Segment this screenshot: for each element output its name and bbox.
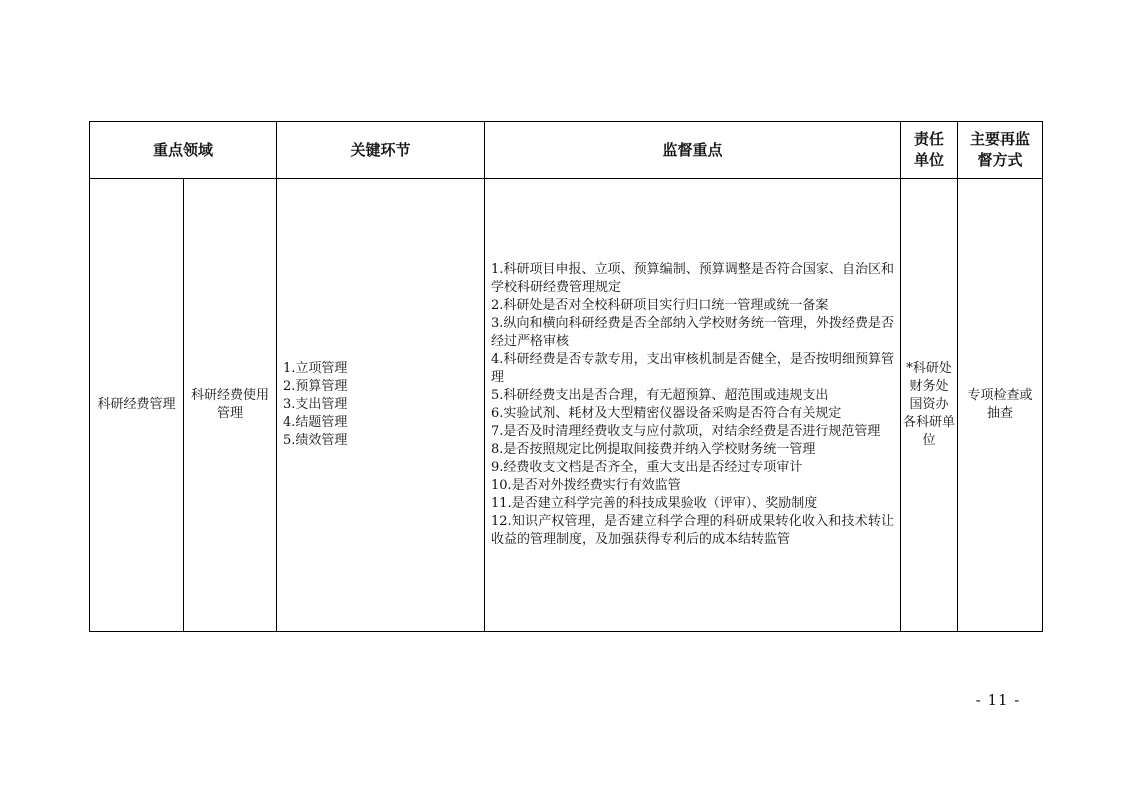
focus-item: 10.是否对外拨经费实行有效监管 (491, 478, 681, 493)
cell-method: 专项检查或抽查 (958, 179, 1043, 632)
list-item: 1.立项管理 (283, 361, 348, 376)
header-key-link: 关键环节 (277, 122, 485, 179)
list-item: 2.预算管理 (283, 379, 348, 394)
list-item: 5.绩效管理 (283, 433, 348, 448)
header-key-area: 重点领域 (90, 122, 277, 179)
header-responsible-line: 单位 (914, 151, 945, 169)
table-row (90, 179, 1043, 632)
header-method-line: 主要再监 (970, 130, 1031, 148)
cell-key-links (277, 179, 485, 632)
cell-area-main: 科研经费管理 (90, 179, 184, 632)
focus-item: 1.科研项目申报、立项、预算编制、预算调整是否符合国家、自治区和学校科研经费管理规定 (491, 262, 895, 295)
header-responsible (901, 122, 958, 179)
cell-focus (485, 179, 901, 632)
focus-item: 2.科研处是否对全校科研项目实行归口统一管理或统一备案 (491, 298, 829, 313)
focus-item: 11.是否建立科学完善的科技成果验收（评审）、奖励制度 (491, 496, 818, 511)
focus-item: 8.是否按照规定比例提取间接费并纳入学校财务统一管理 (491, 442, 816, 457)
header-method (958, 122, 1043, 179)
supervision-table (89, 121, 1043, 632)
focus-item: 5.科研经费支出是否合理，有无超预算、超范围或违规支出 (491, 388, 829, 403)
list-item: 4.结题管理 (283, 415, 348, 430)
focus-item: 7.是否及时清理经费收支与应付款项，对结余经费是否进行规范管理 (491, 424, 881, 439)
cell-area-sub: 科研经费使用管理 (184, 179, 277, 632)
responsible-unit: 财务处 (909, 379, 949, 394)
table-header-row (90, 122, 1043, 179)
focus-item: 4.科研经费是否专款专用，支出审核机制是否健全，是否按明细预算管理 (491, 352, 895, 385)
responsible-unit: 国资办 (909, 397, 949, 412)
focus-item: 6.实验试剂、耗材及大型精密仪器设备采购是否符合有关规定 (491, 406, 842, 421)
focus-item: 12.知识产权管理，是否建立科学合理的科研成果转化收入和技术转让收益的管理制度，及加强获得专利后的成本结转监管 (491, 514, 895, 547)
list-item: 3.支出管理 (283, 397, 348, 412)
responsible-unit: *科研处 (906, 361, 952, 376)
focus-item: 3.纵向和横向科研经费是否全部纳入学校财务统一管理，外拨经费是否经过严格审核 (491, 316, 895, 349)
header-method-line: 督方式 (977, 151, 1023, 169)
header-responsible-line: 责任 (914, 130, 945, 148)
cell-responsible (901, 179, 958, 632)
focus-item: 9.经费收支文档是否齐全，重大支出是否经过专项审计 (491, 460, 803, 475)
page-number: - 11 - (975, 691, 1021, 709)
responsible-unit: 各科研单位 (903, 415, 956, 448)
header-focus: 监督重点 (485, 122, 901, 179)
